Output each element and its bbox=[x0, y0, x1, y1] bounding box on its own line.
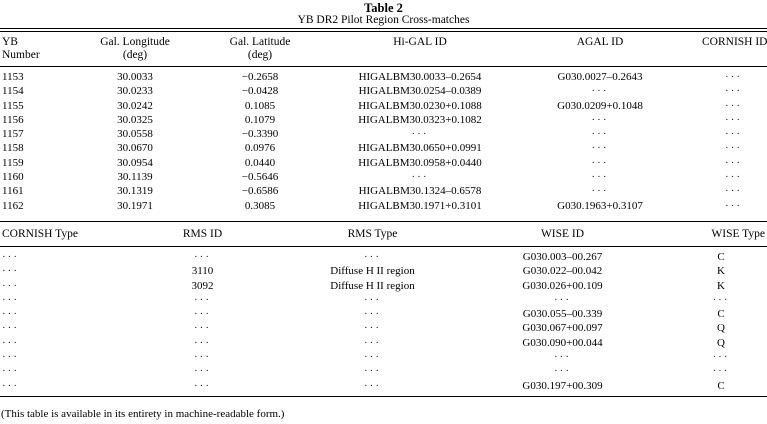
cell-yb-number: 1155 bbox=[2, 99, 24, 112]
table-row bbox=[0, 113, 767, 127]
column-header-rms-id: RMS ID bbox=[110, 222, 295, 247]
cell-cornish-id: ··· bbox=[725, 113, 742, 126]
column-header-wise-id: WISE ID bbox=[450, 222, 675, 247]
cell-wise-id: ··· bbox=[554, 365, 571, 378]
cell-higal-id: HIGALBM30.0254–0.0389 bbox=[358, 85, 482, 98]
cell-agal-id: G030.0209+0.1048 bbox=[557, 99, 643, 112]
cell-cornish-type: ··· bbox=[2, 365, 19, 378]
cell-gal-longitude: 30.0558 bbox=[117, 128, 153, 141]
cell-cornish-type: ··· bbox=[2, 351, 19, 364]
cell-rms-type: ··· bbox=[364, 379, 381, 392]
table-row bbox=[0, 379, 767, 397]
cell-gal-latitude: −0.2658 bbox=[241, 71, 279, 83]
cell-gal-latitude: −0.0428 bbox=[241, 85, 279, 98]
cell-cornish-id: ··· bbox=[725, 99, 742, 112]
table-row bbox=[0, 364, 767, 378]
header-row bbox=[0, 222, 767, 247]
cell-higal-id: ··· bbox=[411, 128, 429, 141]
cell-rms-id: 3110 bbox=[191, 265, 214, 278]
cell-agal-id: ··· bbox=[591, 156, 609, 169]
table-row bbox=[0, 279, 767, 293]
cell-rms-type: ··· bbox=[364, 336, 381, 349]
cell-rms-id: ··· bbox=[194, 322, 211, 335]
crossmatch-table-upper bbox=[0, 32, 767, 213]
cell-agal-id: G030.0027–0.2643 bbox=[557, 71, 643, 83]
cell-cornish-type: ··· bbox=[2, 265, 19, 278]
cell-cornish-type: ··· bbox=[2, 336, 19, 349]
cell-wise-type: ··· bbox=[712, 293, 730, 306]
table-row bbox=[0, 84, 767, 98]
cell-gal-longitude: 30.1971 bbox=[117, 199, 153, 212]
cell-rms-type: ··· bbox=[364, 322, 381, 335]
cell-rms-type: Diffuse H II region bbox=[330, 279, 415, 292]
cell-wise-id: G030.026+00.109 bbox=[522, 279, 603, 292]
cell-rms-id: ··· bbox=[194, 308, 211, 321]
table-row bbox=[0, 184, 767, 198]
cell-rms-type: ··· bbox=[364, 351, 381, 364]
cell-wise-type: ··· bbox=[712, 365, 730, 378]
cell-wise-id: G030.197+00.309 bbox=[522, 379, 603, 392]
cell-higal-id: HIGALBM30.1324–0.6578 bbox=[358, 185, 482, 198]
cell-yb-number: 1159 bbox=[2, 156, 24, 169]
cell-cornish-type: ··· bbox=[2, 293, 19, 306]
cell-wise-type: K bbox=[717, 279, 725, 292]
cell-cornish-id: ··· bbox=[725, 185, 742, 198]
cell-rms-type: Diffuse H II region bbox=[330, 265, 415, 278]
cell-wise-id: ··· bbox=[554, 293, 571, 306]
cell-agal-id: G030.1963+0.3107 bbox=[557, 199, 643, 212]
cell-higal-id: HIGALBM30.0958+0.0440 bbox=[358, 156, 482, 169]
column-header-cornish-id: CORNISH ID bbox=[700, 32, 767, 67]
column-header-gal-longitude: Gal. Longitude (deg) bbox=[90, 32, 180, 67]
cell-rms-id: ··· bbox=[194, 351, 211, 364]
table-row bbox=[0, 350, 767, 364]
cell-gal-latitude: −0.6586 bbox=[241, 185, 279, 198]
cell-wise-type: C bbox=[717, 379, 725, 392]
cell-gal-latitude: 0.0976 bbox=[244, 142, 276, 155]
cell-higal-id: HIGALBM30.0033–0.2654 bbox=[358, 71, 482, 83]
table-number: Table 2 bbox=[364, 1, 403, 15]
cell-rms-id: ··· bbox=[194, 250, 211, 263]
column-header-gal-latitude: Gal. Latitude (deg) bbox=[180, 32, 340, 67]
cell-cornish-id: ··· bbox=[725, 128, 742, 141]
cell-cornish-id: ··· bbox=[725, 85, 742, 98]
cell-rms-id: 3092 bbox=[191, 279, 214, 292]
cell-gal-longitude: 30.0242 bbox=[117, 99, 153, 112]
cell-agal-id: ··· bbox=[591, 185, 609, 198]
cell-higal-id: ··· bbox=[411, 171, 429, 184]
cell-wise-id: ··· bbox=[554, 351, 571, 364]
table-caption: YB DR2 Pilot Region Cross-matches bbox=[297, 14, 470, 26]
cell-wise-type: ··· bbox=[712, 351, 730, 364]
table-row bbox=[0, 307, 767, 321]
column-header-yb-number: YB Number bbox=[0, 32, 90, 67]
table-row bbox=[0, 127, 767, 141]
cell-wise-type: C bbox=[717, 308, 725, 321]
cell-cornish-id: ··· bbox=[725, 142, 742, 155]
cell-wise-id: G030.055–00.339 bbox=[522, 308, 603, 321]
cell-cornish-type: ··· bbox=[2, 308, 19, 321]
cell-gal-longitude: 30.1139 bbox=[117, 171, 153, 184]
table-row bbox=[0, 336, 767, 350]
cell-yb-number: 1157 bbox=[2, 128, 24, 141]
cell-agal-id: ··· bbox=[591, 128, 609, 141]
table-row bbox=[0, 199, 767, 213]
cell-cornish-id: ··· bbox=[725, 199, 742, 212]
cell-rms-id: ··· bbox=[194, 365, 211, 378]
cell-cornish-id: ··· bbox=[725, 156, 742, 169]
cell-gal-latitude: 0.0440 bbox=[244, 156, 276, 169]
table-row bbox=[0, 264, 767, 278]
cell-yb-number: 1154 bbox=[2, 85, 24, 98]
cell-higal-id: HIGALBM30.1971+0.3101 bbox=[358, 199, 482, 212]
column-header-rms-type: RMS Type bbox=[295, 222, 450, 247]
cell-agal-id: ··· bbox=[591, 113, 609, 126]
table-row bbox=[0, 293, 767, 307]
cell-yb-number: 1156 bbox=[2, 113, 24, 126]
cell-wise-id: G030.022–00.042 bbox=[522, 265, 603, 278]
cell-wise-type: Q bbox=[717, 322, 725, 335]
cell-cornish-type: ··· bbox=[2, 279, 19, 292]
cell-rms-type: ··· bbox=[364, 308, 381, 321]
cell-yb-number: 1158 bbox=[2, 142, 24, 155]
column-header-higal-id: Hi-GAL ID bbox=[340, 32, 500, 67]
cell-gal-longitude: 30.0670 bbox=[117, 142, 153, 155]
cell-higal-id: HIGALBM30.0230+0.1088 bbox=[358, 99, 482, 112]
cell-cornish-type: ··· bbox=[2, 250, 19, 263]
table-availability-note: (This table is available in its entirety in machine-readable form.) bbox=[1, 407, 285, 420]
cell-yb-number: 1161 bbox=[2, 185, 24, 198]
cell-rms-type: ··· bbox=[364, 365, 381, 378]
header-row bbox=[0, 32, 767, 67]
cell-rms-type: ··· bbox=[364, 293, 381, 306]
cell-higal-id: HIGALBM30.0650+0.0991 bbox=[358, 142, 482, 155]
cell-wise-id: G030.067+00.097 bbox=[522, 322, 603, 335]
cell-gal-longitude: 30.0954 bbox=[117, 156, 153, 169]
cell-gal-latitude: −0.5646 bbox=[241, 171, 279, 184]
table-row bbox=[0, 67, 767, 85]
cell-cornish-id: ··· bbox=[725, 171, 742, 184]
cell-wise-id: G030.003–00.267 bbox=[522, 250, 603, 263]
cell-gal-latitude: 0.1079 bbox=[244, 113, 276, 126]
cell-agal-id: ··· bbox=[591, 142, 609, 155]
table-row bbox=[0, 170, 767, 184]
column-header-wise-type: WISE Type bbox=[675, 222, 767, 247]
cell-rms-id: ··· bbox=[194, 336, 211, 349]
cell-yb-number: 1153 bbox=[2, 71, 24, 83]
table-row bbox=[0, 156, 767, 170]
cell-gal-longitude: 30.0033 bbox=[117, 71, 153, 83]
cell-gal-latitude: 0.1085 bbox=[244, 99, 276, 112]
cell-rms-id: ··· bbox=[194, 379, 211, 392]
cell-gal-longitude: 30.0233 bbox=[117, 85, 153, 98]
cell-agal-id: ··· bbox=[591, 171, 609, 184]
crossmatch-table-lower bbox=[0, 222, 767, 397]
cell-cornish-type: ··· bbox=[2, 379, 19, 392]
table-row bbox=[0, 141, 767, 155]
table-row bbox=[0, 321, 767, 335]
cell-cornish-type: ··· bbox=[2, 322, 19, 335]
cell-cornish-id: ··· bbox=[725, 71, 742, 83]
cell-gal-longitude: 30.1319 bbox=[117, 185, 153, 198]
cell-higal-id: HIGALBM30.0323+0.1082 bbox=[358, 113, 482, 126]
table-row bbox=[0, 246, 767, 264]
cell-agal-id: ··· bbox=[591, 85, 609, 98]
table-row bbox=[0, 99, 767, 113]
cell-yb-number: 1162 bbox=[2, 199, 24, 212]
cell-gal-latitude: −0.3390 bbox=[241, 128, 279, 141]
cell-gal-latitude: 0.3085 bbox=[244, 199, 276, 212]
column-header-cornish-type: CORNISH Type bbox=[0, 222, 110, 247]
cell-wise-type: K bbox=[717, 265, 725, 278]
cell-yb-number: 1160 bbox=[2, 171, 24, 184]
column-header-agal-id: AGAL ID bbox=[500, 32, 700, 67]
cell-wise-type: Q bbox=[717, 336, 725, 349]
cell-wise-type: C bbox=[717, 250, 725, 263]
cell-rms-type: ··· bbox=[364, 250, 381, 263]
cell-gal-longitude: 30.0325 bbox=[117, 113, 153, 126]
cell-wise-id: G030.090+00.044 bbox=[522, 336, 603, 349]
cell-rms-id: ··· bbox=[194, 293, 211, 306]
